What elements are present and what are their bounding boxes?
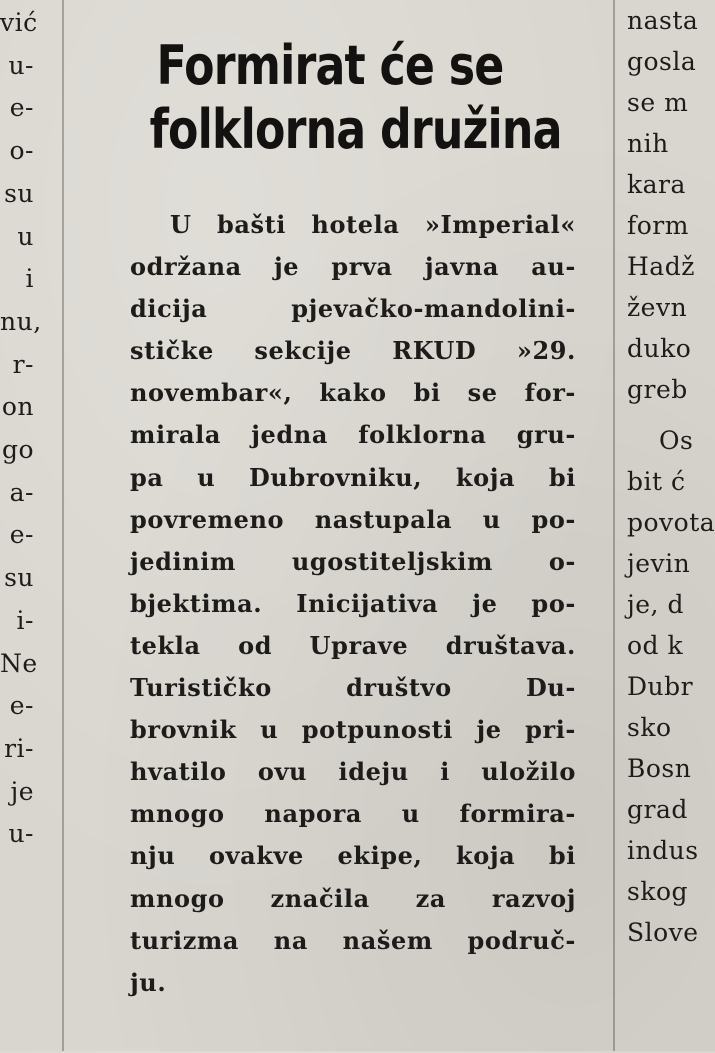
article-line: tekla od Uprave društava. xyxy=(130,630,576,660)
article-headline xyxy=(149,34,562,162)
right-fragment-line: ževn xyxy=(627,293,688,322)
article-body xyxy=(130,204,576,1004)
right-fragment-line: Bosn xyxy=(627,754,692,783)
headline-line-1: Formirat će se xyxy=(156,34,504,97)
right-fragment-line: Dubr xyxy=(627,672,694,701)
right-fragment-line: kara xyxy=(627,170,686,199)
left-fragment-line: on xyxy=(1,392,34,422)
article-line: stičke sekcije RKUD »29. xyxy=(130,336,576,366)
headline-line-2: folklorna družina xyxy=(149,98,562,161)
article-line: ju. xyxy=(130,967,167,997)
right-fragment-line: sko xyxy=(627,713,672,742)
article-line: povremeno nastupala u po- xyxy=(130,504,576,534)
right-fragment-line: grad xyxy=(627,795,688,824)
column-divider-left xyxy=(62,0,64,1051)
left-fragment-line: ri- xyxy=(4,733,34,763)
right-fragment-line: je, d xyxy=(627,590,684,619)
right-fragment-line: jevin xyxy=(627,549,691,578)
right-fragment-line: skog xyxy=(627,877,689,906)
left-fragment-line: nu, xyxy=(0,306,42,336)
left-fragment-line: a- xyxy=(9,477,34,507)
right-fragment-line: gosla xyxy=(627,47,697,76)
article-line: mirala jedna folklorna gru- xyxy=(130,420,576,450)
right-fragment-line: nih xyxy=(627,129,669,158)
left-fragment-line: u- xyxy=(8,50,34,80)
left-fragment-line: o- xyxy=(9,136,34,166)
left-column-fragment xyxy=(0,0,60,1053)
left-fragment-line: su xyxy=(4,178,34,208)
column-divider-right xyxy=(613,0,615,1051)
article-line: brovnik u potpunosti je pri- xyxy=(130,715,576,745)
right-fragment-line: se m xyxy=(627,88,689,117)
right-fragment-line: Hadž xyxy=(627,252,695,281)
article-line: U bašti hotela »Imperial« xyxy=(170,210,576,239)
left-fragment-line: r- xyxy=(12,349,34,379)
left-fragment-line: i xyxy=(25,264,34,294)
right-fragment-line: bit ć xyxy=(627,467,686,496)
left-fragment-line: e- xyxy=(9,520,34,550)
left-fragment-line: e- xyxy=(9,93,34,123)
article-line: novembar«, kako bi se for- xyxy=(130,378,576,408)
article-line: jedinim ugostiteljskim o- xyxy=(130,546,576,576)
left-fragment-line: go xyxy=(1,435,34,465)
left-fragment-line: Ne xyxy=(0,648,38,678)
article-line: pa u Dubrovniku, koja bi xyxy=(130,462,576,492)
right-fragment-line: greb xyxy=(627,375,688,404)
article-line: Turističko društvo Du- xyxy=(130,673,576,703)
article-line: bjektima. Inicijativa je po- xyxy=(130,588,576,618)
right-fragment-line: duko xyxy=(627,334,692,363)
article-line: dicija pjevačko-mandolini- xyxy=(130,294,576,324)
right-column-fragment xyxy=(627,0,715,1051)
left-fragment-line: su xyxy=(4,563,34,593)
right-fragment-line: nasta xyxy=(627,6,699,35)
right-fragment-line: Os xyxy=(659,426,694,455)
right-fragment-line: Slove xyxy=(627,918,699,947)
right-fragment-line: form xyxy=(627,211,689,240)
left-fragment-line: e- xyxy=(9,691,34,721)
left-fragment-line: je xyxy=(10,776,34,806)
article-line: hvatilo ovu ideju i uložilo xyxy=(130,757,576,787)
left-fragment-line: vić xyxy=(0,8,38,37)
left-fragment-line: u xyxy=(17,221,34,251)
article-line: održana je prva javna au- xyxy=(130,252,576,282)
right-fragment-line: indus xyxy=(627,836,699,865)
left-fragment-line: u- xyxy=(8,819,34,849)
article-line: nju ovakve ekipe, koja bi xyxy=(130,841,576,871)
article-line: mnogo značila za razvoj xyxy=(130,883,576,913)
right-fragment-line: povota xyxy=(627,508,715,537)
left-fragment-line: i- xyxy=(16,605,34,635)
article-line: mnogo napora u formira- xyxy=(130,799,576,829)
article-line: turizma na našem područ- xyxy=(130,925,576,955)
right-fragment-line: od k xyxy=(627,631,684,660)
